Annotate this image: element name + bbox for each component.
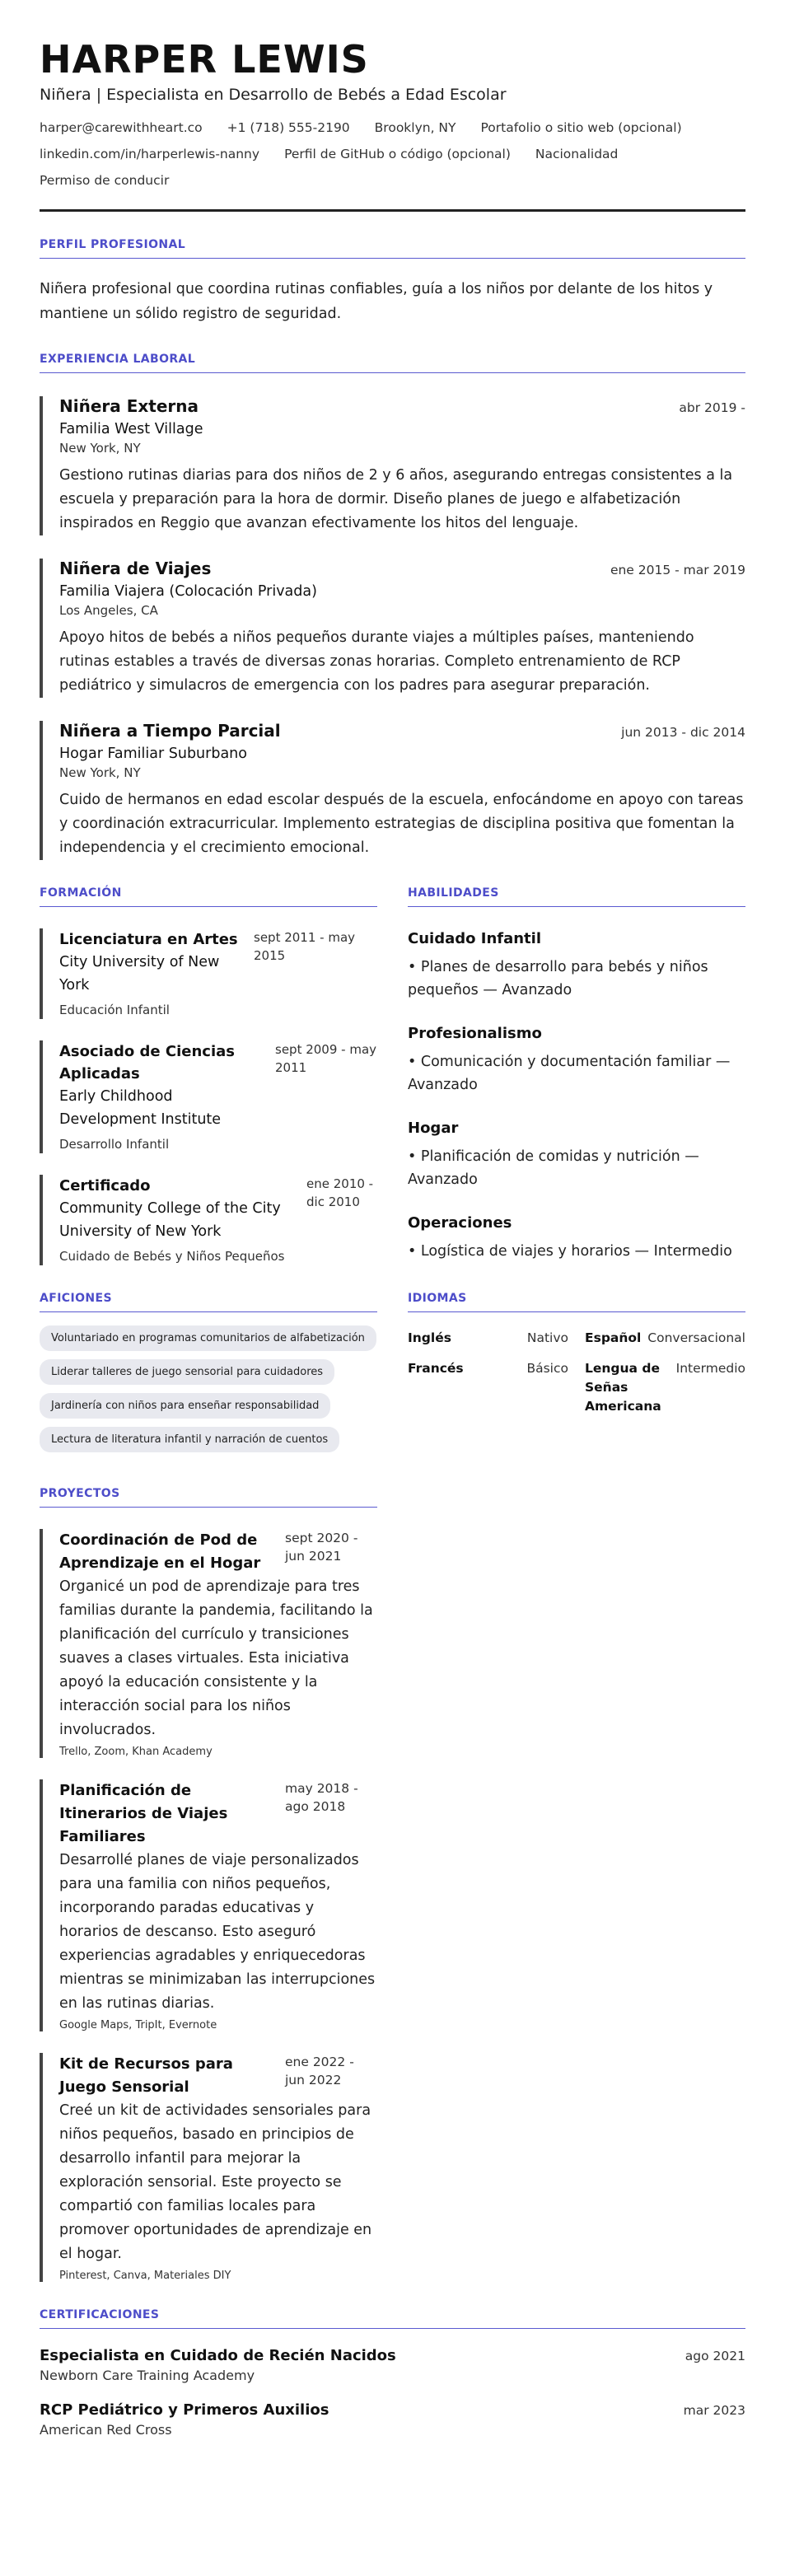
certification-entry xyxy=(40,2347,745,2383)
job-title: Niñera de Viajes xyxy=(59,559,212,578)
language-level: Básico xyxy=(526,1361,568,1376)
language-entry xyxy=(408,1329,568,1348)
education-field: Desarrollo Infantil xyxy=(59,1137,170,1152)
certification-entry xyxy=(40,2401,745,2438)
language-name: Francés xyxy=(408,1361,464,1376)
skill-category: Hogar xyxy=(408,1120,459,1137)
language-level: Conversacional xyxy=(647,1330,745,1345)
language-level: Nativo xyxy=(526,1330,568,1345)
hobby-tag: Jardinería con niños para enseñar responsabilidad xyxy=(40,1393,330,1419)
hobby-tag: Lectura de literatura infantil y narración de cuentos xyxy=(40,1427,339,1452)
certification-org: Newborn Care Training Academy xyxy=(40,2368,255,2383)
summary-text: Niñera profesional que coordina rutinas confiables, guía a los niños por delante de los hitos y mantiene un sólido registro de seguridad. xyxy=(40,281,713,322)
education-school: Community College of the City University of New York xyxy=(59,1200,281,1240)
section-title-experience: EXPERIENCIA LABORAL xyxy=(40,353,745,373)
project-date: ene 2022 - jun 2022 xyxy=(285,2055,354,2087)
contact-phone[interactable]: +1 (718) 555-2190 xyxy=(227,120,350,135)
job-location: New York, NY xyxy=(59,765,141,780)
hobby-tag: Liderar talleres de juego sensorial para cuidadores xyxy=(40,1359,334,1385)
skill-item: • Comunicación y documentación familiar — Avanzado xyxy=(408,1054,731,1093)
skill-item: • Planificación de comidas y nutrición — Avanzado xyxy=(408,1148,699,1188)
certification-name: RCP Pediátrico y Primeros Auxilios xyxy=(40,2401,329,2419)
project-title: Kit de Recursos para Juego Sensorial xyxy=(59,2055,233,2096)
education-date: ene 2010 - dic 2010 xyxy=(306,1176,374,1209)
language-name: Español xyxy=(585,1330,642,1345)
language-entry xyxy=(585,1359,745,1416)
project-tools: Pinterest, Canva, Materiales DIY xyxy=(59,2270,231,2282)
hobbies-column xyxy=(40,1265,377,1461)
project-entry xyxy=(40,1779,377,2031)
education-date: sept 2011 - may 2015 xyxy=(254,930,356,963)
contact-list xyxy=(40,120,745,188)
job-description: Apoyo hitos de bebés a niños pequeños durante viajes a múltiples países, manteniendo rutinas estables a través de diversas zonas horarias. Completo entrenamiento de RCP pediátrico y simulacros de emergencia con los padres para asegurar preparación. xyxy=(59,629,694,694)
education-entry xyxy=(40,1040,377,1153)
contact-linkedin[interactable]: linkedin.com/in/harperlewis-nanny xyxy=(40,147,260,161)
contact-email[interactable]: harper@carewithheart.co xyxy=(40,120,203,135)
job-title: Niñera Externa xyxy=(59,396,199,416)
education-date: sept 2009 - may 2011 xyxy=(275,1042,377,1075)
section-title-projects: PROYECTOS xyxy=(40,1487,377,1508)
job-company: Familia West Village xyxy=(59,421,203,437)
languages-column xyxy=(408,1265,745,1461)
project-tools: Google Maps, TripIt, Evernote xyxy=(59,2019,217,2031)
project-description: Desarrollé planes de viaje personalizados para una familia con niños pequeños, incorporando paradas educativas y horarios de descanso. Esto aseguró experiencias agradables y enriquecedoras mientras se minimizaban las interrupciones en las rutinas diarias. xyxy=(59,1852,376,2012)
language-entry xyxy=(408,1359,568,1416)
project-description: Creé un kit de actividades sensoriales para niños pequeños, basado en principios de desarrollo infantil para mejorar la exploración sensorial. Este proyecto se compartió con familias locales para promover oportunidades de aprendizaje en el hogar. xyxy=(59,2102,372,2262)
skill-item: • Logística de viajes y horarios — Intermedio xyxy=(408,1243,732,1260)
language-name: Lengua de Señas Americana xyxy=(585,1361,661,1414)
header-divider xyxy=(40,209,745,212)
job-date: ene 2015 - mar 2019 xyxy=(610,563,745,577)
project-entry xyxy=(40,1529,377,1758)
education-field: Cuidado de Bebés y Niños Pequeños xyxy=(59,1249,285,1264)
contact-nationality: Nacionalidad xyxy=(535,147,619,161)
certification-name: Especialista en Cuidado de Recién Nacidos xyxy=(40,2347,396,2364)
project-description: Organicé un pod de aprendizaje para tres familias durante la pandemia, facilitando la planificación del currículo y transiciones suaves a clases virtuales. Esta iniciativa apoyó la educación consistente y la interacción social para los niños involucrados. xyxy=(59,1578,373,1738)
candidate-name: HARPER LEWIS xyxy=(40,37,369,82)
contact-location: Brooklyn, NY xyxy=(374,120,456,135)
education-degree: Licenciatura en Artes xyxy=(59,931,238,948)
education-school: City University of New York xyxy=(59,954,220,993)
education-degree: Certificado xyxy=(59,1177,151,1194)
contact-portfolio[interactable]: Portafolio o sitio web (opcional) xyxy=(480,120,682,135)
job-description: Cuido de hermanos en edad escolar después de la escuela, enfocándome en apoyo con tareas y coordinación extracurricular. Implemento estrategias de disciplina positiva que fomentan la independencia y el crecimiento emocional. xyxy=(59,792,744,856)
project-title: Coordinación de Pod de Aprendizaje en el Hogar xyxy=(59,1531,261,1572)
job-date: abr 2019 - xyxy=(679,400,745,415)
project-date: may 2018 - ago 2018 xyxy=(285,1781,358,1814)
hobby-tags xyxy=(40,1325,377,1461)
job-location: Los Angeles, CA xyxy=(59,603,158,618)
language-name: Inglés xyxy=(408,1330,451,1345)
certification-org: American Red Cross xyxy=(40,2422,172,2438)
section-title-skills: HABILIDADES xyxy=(408,886,745,907)
section-title-hobbies: AFICIONES xyxy=(40,1292,377,1312)
job-entry xyxy=(40,721,745,860)
project-tools: Trello, Zoom, Khan Academy xyxy=(59,1746,213,1758)
hobbies-languages-row xyxy=(40,1265,745,1461)
education-column xyxy=(40,860,377,1265)
job-description: Gestiono rutinas diarias para dos niños de 2 y 6 años, asegurando entregas consistentes a la escuela y preparación para la hora de dormir. Diseño planes de juego e alfabetización inspirados en Reggio que avanzan efectivamente los hitos del lenguaje. xyxy=(59,467,733,531)
headline: Niñera | Especialista en Desarrollo de Bebés a Edad Escolar xyxy=(40,86,507,104)
job-company: Familia Viajera (Colocación Privada) xyxy=(59,583,317,600)
hobby-tag: Voluntariado en programas comunitarios de alfabetización xyxy=(40,1325,376,1351)
project-title: Planificación de Itinerarios de Viajes Familiares xyxy=(59,1782,228,1845)
education-skills-row xyxy=(40,860,745,1265)
section-title-summary: PERFIL PROFESIONAL xyxy=(40,238,745,259)
job-location: New York, NY xyxy=(59,441,141,456)
project-date: sept 2020 - jun 2021 xyxy=(285,1531,358,1564)
skill-category: Cuidado Infantil xyxy=(408,930,541,947)
job-date: jun 2013 - dic 2014 xyxy=(621,725,745,740)
education-entry xyxy=(40,1175,377,1265)
certification-date: ago 2021 xyxy=(685,2349,745,2363)
contact-github[interactable]: Perfil de GitHub o código (opcional) xyxy=(284,147,511,161)
education-degree: Asociado de Ciencias Aplicadas xyxy=(59,1043,235,1082)
certification-date: mar 2023 xyxy=(683,2403,745,2418)
contact-driving-license: Permiso de conducir xyxy=(40,173,170,188)
education-school: Early Childhood Development Institute xyxy=(59,1088,222,1128)
job-company: Hogar Familiar Suburbano xyxy=(59,746,247,762)
skill-item: • Planes de desarrollo para bebés y niños pequeños — Avanzado xyxy=(408,959,708,998)
job-title: Niñera a Tiempo Parcial xyxy=(59,721,281,741)
section-title-education: FORMACIÓN xyxy=(40,886,377,907)
section-title-languages: IDIOMAS xyxy=(408,1292,745,1312)
skill-category: Profesionalismo xyxy=(408,1025,542,1042)
skill-category: Operaciones xyxy=(408,1214,512,1232)
language-level: Intermedio xyxy=(675,1361,745,1376)
section-title-certifications: CERTIFICACIONES xyxy=(40,2308,745,2329)
project-entry xyxy=(40,2053,377,2282)
job-entry xyxy=(40,396,745,535)
language-entry xyxy=(585,1329,745,1348)
education-field: Educación Infantil xyxy=(59,1003,170,1017)
skills-column xyxy=(408,860,745,1265)
language-list xyxy=(408,1329,745,1428)
education-entry xyxy=(40,928,377,1019)
projects-column xyxy=(40,1487,377,2282)
job-entry xyxy=(40,559,745,698)
